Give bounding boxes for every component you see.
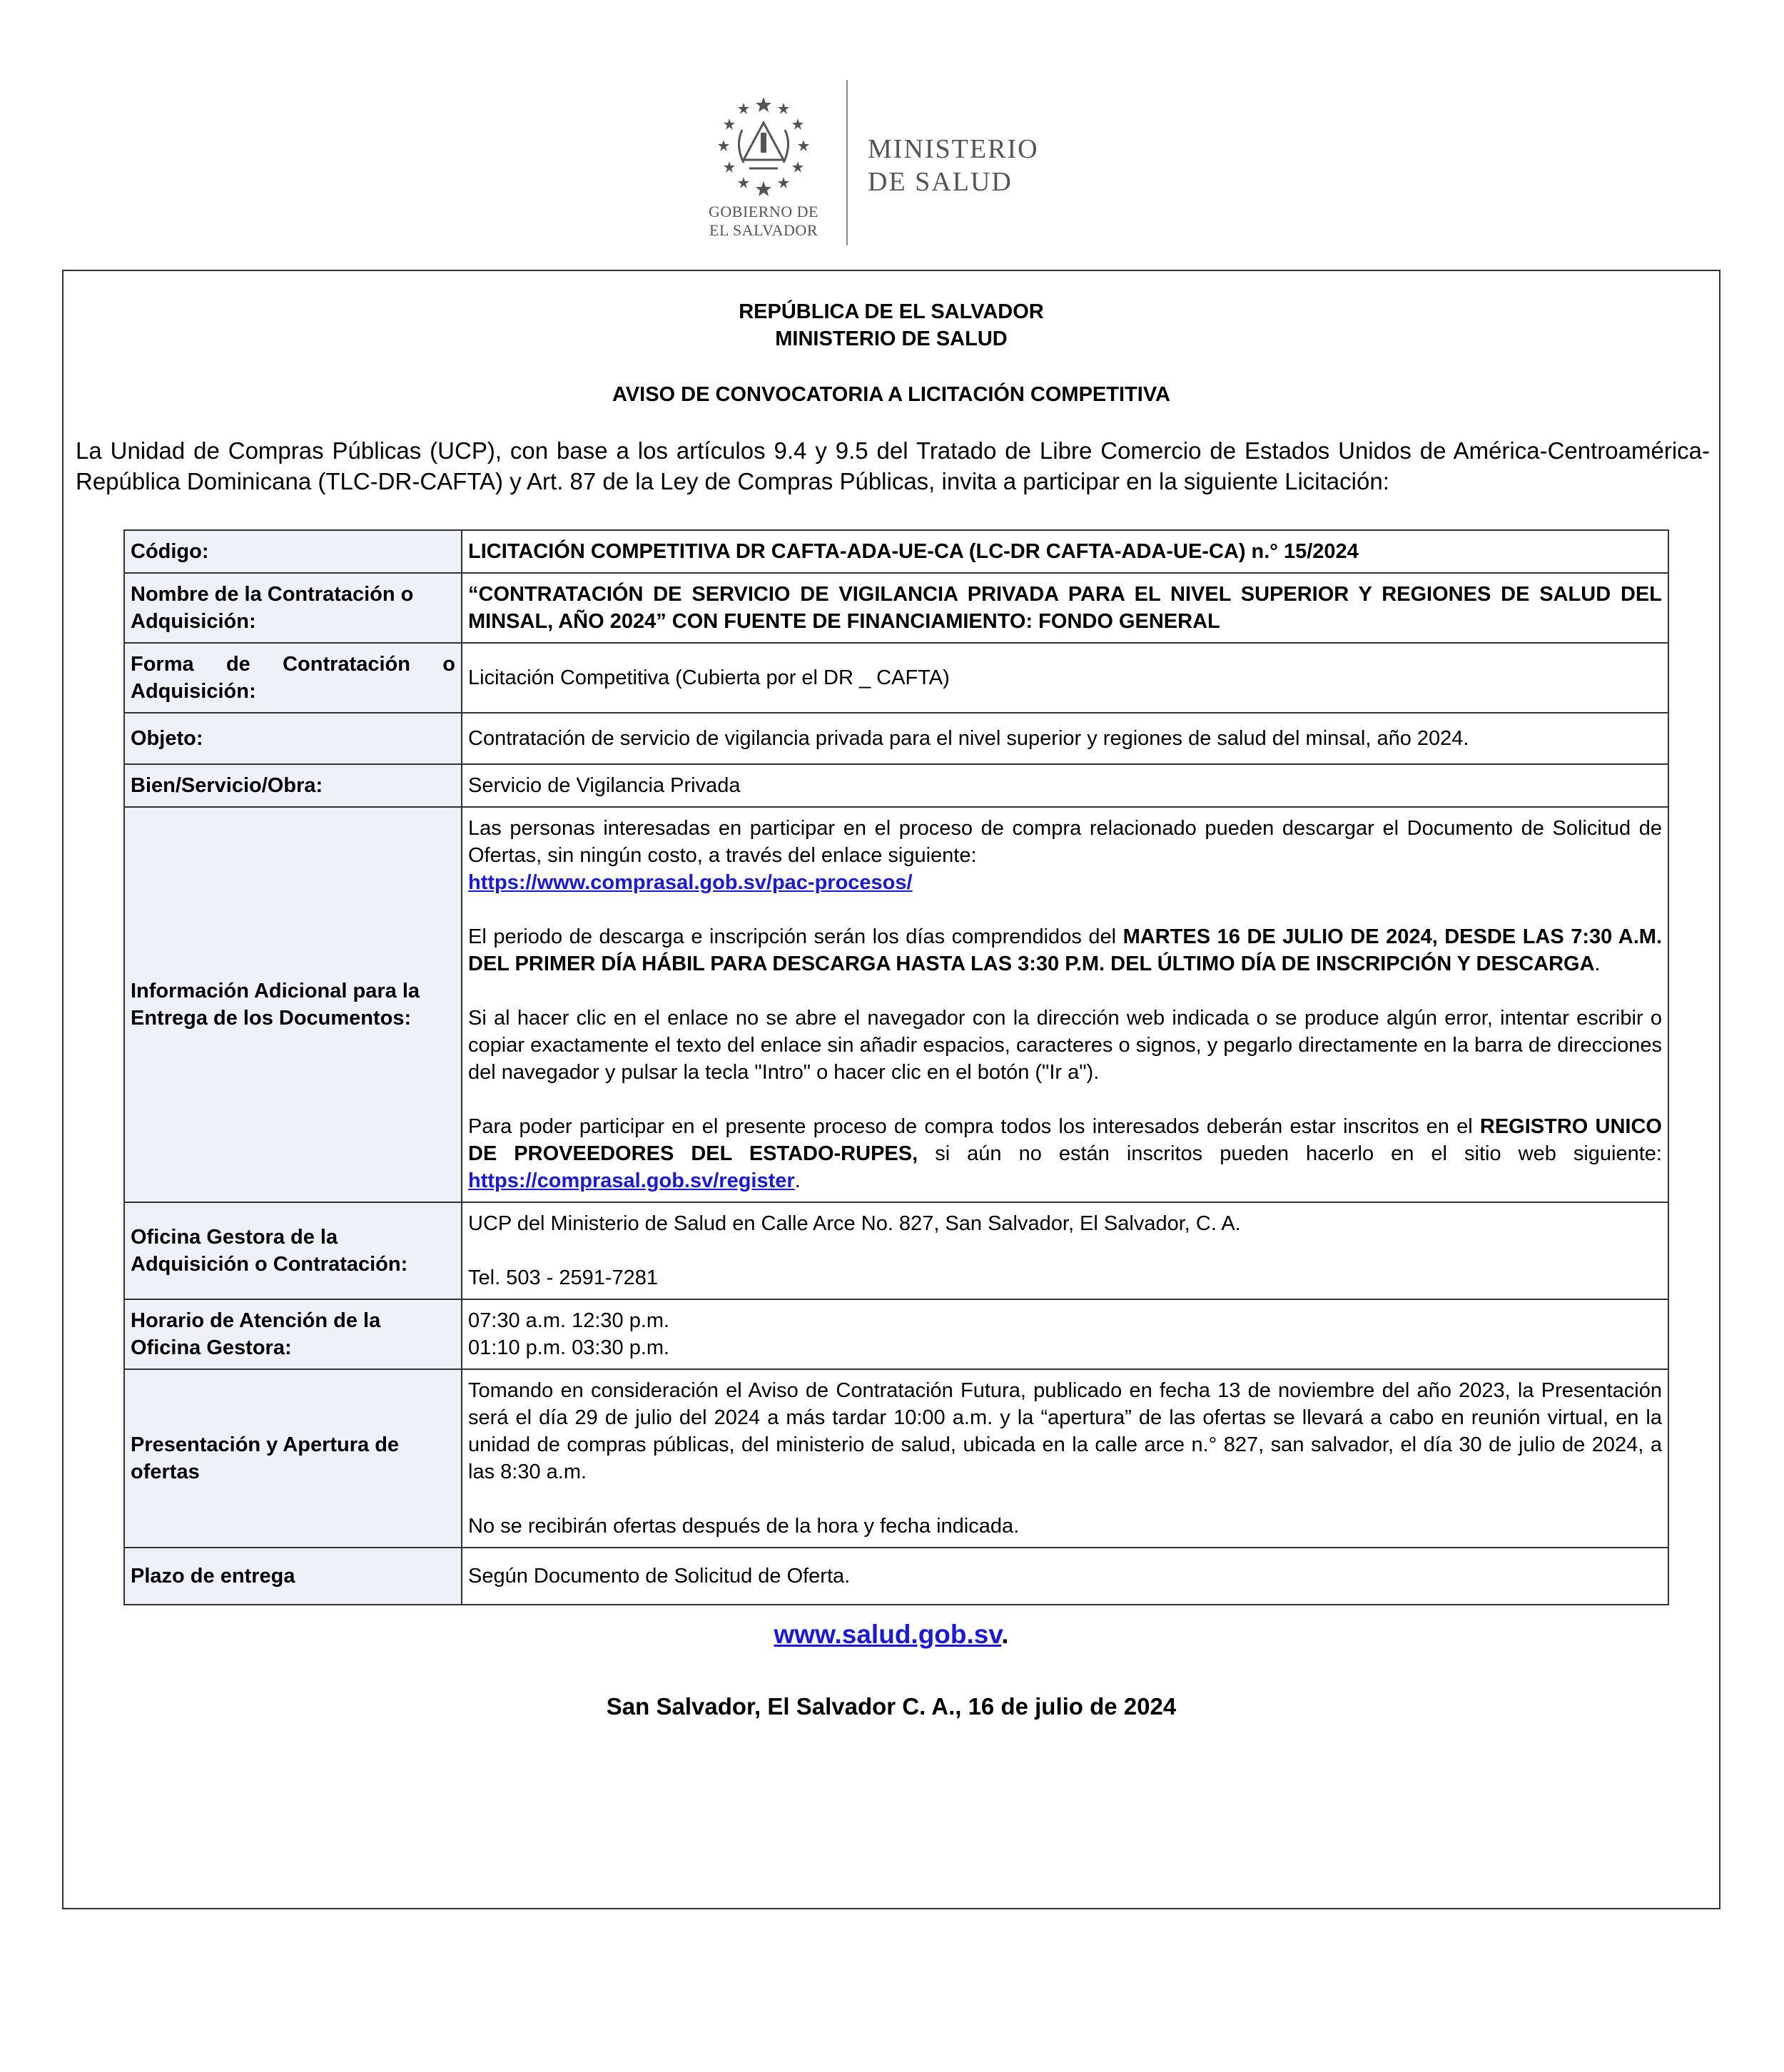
ministry-line-1: MINISTERIO [868,134,1039,164]
oficina-label: Oficina Gestora de la Adquisición o Contratación: [124,1202,462,1299]
info-paragraph-4 [468,1113,1662,1194]
caption-line-1: GOBIERNO DE [709,203,818,220]
info-paragraph-3: Si al hacer clic en el enlace no se abre el navegador con la dirección web indicada o se produce algún error, intentar escribir o copiar exactamente el texto del enlace sin añadir espacios, caracteres o signos, y pegarlo directamente en la barra de direcciones del navegador y pulsar la tecla "Intro" o hacer clic en el botón ("Ir a"). [468,1007,1662,1084]
bien-value: Servicio de Vigilancia Privada [462,764,1668,807]
presentacion-value [462,1369,1668,1548]
pac-procesos-link[interactable]: https://www.comprasal.gob.sv/pac-procesos/ [468,871,913,894]
ministry-logo [699,77,1070,248]
place-date: San Salvador, El Salvador C. A., 16 de julio de 2024 [606,1693,1177,1720]
ministry-heading: MINISTERIO DE SALUD [775,327,1008,350]
forma-label: Forma de Contratación o Adquisición: [124,643,462,713]
presentacion-paragraph-1: Tomando en consideración el Aviso de Contratación Futura, publicado en fecha 13 de noviembre del año 2023, la Presentación será el día 29 de julio del 2024 a más tardar 10:00 a.m. y la “apertura” de las ofertas se llevará a cabo en reunión virtual, en la unidad de compras públicas, del ministerio de salud, ubicada en la calle arce n.° 827, san salvador, el día 30 de julio de 2024, a las 8:30 a.m. [468,1379,1662,1483]
table-row [124,530,1668,573]
forma-value: Licitación Competitiva (Cubierta por el DR _ CAFTA) [462,643,1668,713]
codigo-value: LICITACIÓN COMPETITIVA DR CAFTA-ADA-UE-CA (LC-DR CAFTA-ADA-UE-CA) n.° 15/2024 [462,530,1668,573]
nombre-value: “CONTRATACIÓN DE SERVICIO DE VIGILANCIA PRIVADA PARA EL NIVEL SUPERIOR Y REGIONES DE SALUD DEL MINSAL, AÑO 2024” CON FUENTE DE FINANCIAMIENTO: FONDO GENERAL [462,573,1668,643]
oficina-phone: Tel. 503 - 2591-7281 [468,1266,659,1289]
notice-frame [62,270,1720,1909]
table-row [124,643,1668,713]
register-link[interactable]: https://comprasal.gob.sv/register [468,1169,795,1192]
info-p4-mid: si aún no están inscritos pueden hacerlo en el sitio web siguiente: [918,1142,1662,1165]
ministry-line-2: DE SALUD [868,167,1013,197]
info-p2-bold: MARTES 16 DE JULIO DE 2024, DESDE LAS 7:30 A.M. DEL PRIMER DÍA HÁBIL PARA DESCARGA HASTA LAS 3:30 P.M. DEL ÚLTIMO DÍA DE INSCRIPCIÓN Y DESCARGA [468,925,1662,975]
table-row [124,1369,1668,1548]
presentacion-paragraph-2: No se recibirán ofertas después de la hora y fecha indicada. [468,1515,1020,1538]
country-heading: REPÚBLICA DE EL SALVADOR [739,300,1044,323]
table-row [124,713,1668,764]
coat-of-arms-icon [699,91,828,205]
objeto-label: Objeto: [124,713,462,764]
info-p2-end: . [1594,953,1601,975]
info-label: Información Adicional para la Entrega de los Documentos: [124,807,462,1202]
footer-website [64,1620,1719,1650]
oficina-value [462,1202,1668,1299]
horario-label: Horario de Atención de la Oficina Gestora: [124,1299,462,1369]
info-p4-text: Para poder participar en el presente proceso de compra todos los interesados deberán estar inscritos en el [468,1115,1480,1138]
website-link[interactable]: www.salud.gob.sv [774,1620,1002,1649]
info-p2-text: El periodo de descarga e inscripción serán los días comprendidos del [468,925,1123,948]
info-paragraph-2 [468,923,1662,977]
table-row [124,764,1668,807]
table-row [124,1299,1668,1369]
info-p4-bold: REGISTRO UNICO DE PROVEEDORES DEL ESTADO-RUPES, [468,1115,1662,1165]
presentacion-label: Presentación y Apertura de ofertas [124,1369,462,1548]
table-row [124,1548,1668,1605]
caption-line-2: EL SALVADOR [709,221,818,239]
plazo-value: Según Documento de Solicitud de Oferta. [462,1548,1668,1605]
government-caption [699,203,828,240]
logo-divider [846,80,848,245]
info-value [462,807,1668,1202]
nombre-label: Nombre de la Contratación o Adquisición: [124,573,462,643]
plazo-label: Plazo de entrega [124,1548,462,1605]
info-p4-end: . [794,1169,801,1192]
tender-info-table [123,529,1669,1605]
intro-paragraph: La Unidad de Compras Públicas (UCP), con base a los artículos 9.4 y 9.5 del Tratado de Libre Comercio de Estados Unidos de América-Centroamérica-República Dominicana (TLC-DR-CAFTA) y Art. 87 de la Ley de Compras Públicas, invita a participar en la siguiente Licitación: [76,437,1710,494]
ministry-name [868,133,1039,198]
horario-value [462,1299,1668,1369]
website-suffix: . [1001,1620,1009,1649]
bien-label: Bien/Servicio/Obra: [124,764,462,807]
table-row [124,807,1668,1202]
codigo-label: Código: [124,530,462,573]
objeto-value: Contratación de servicio de vigilancia privada para el nivel superior y regiones de salud del minsal, año 2024. [462,713,1668,764]
notice-title: AVISO DE CONVOCATORIA A LICITACIÓN COMPETITIVA [612,383,1170,406]
table-row [124,1202,1668,1299]
table-row [124,573,1668,643]
horario-line-2: 01:10 p.m. 03:30 p.m. [468,1336,670,1359]
horario-line-1: 07:30 a.m. 12:30 p.m. [468,1309,670,1332]
oficina-address: UCP del Ministerio de Salud en Calle Arce No. 827, San Salvador, El Salvador, C. A. [468,1212,1241,1235]
info-paragraph-1: Las personas interesadas en participar en el proceso de compra relacionado pueden descargar el Documento de Solicitud de Ofertas, sin ningún costo, a través del enlace siguiente: [468,817,1662,867]
